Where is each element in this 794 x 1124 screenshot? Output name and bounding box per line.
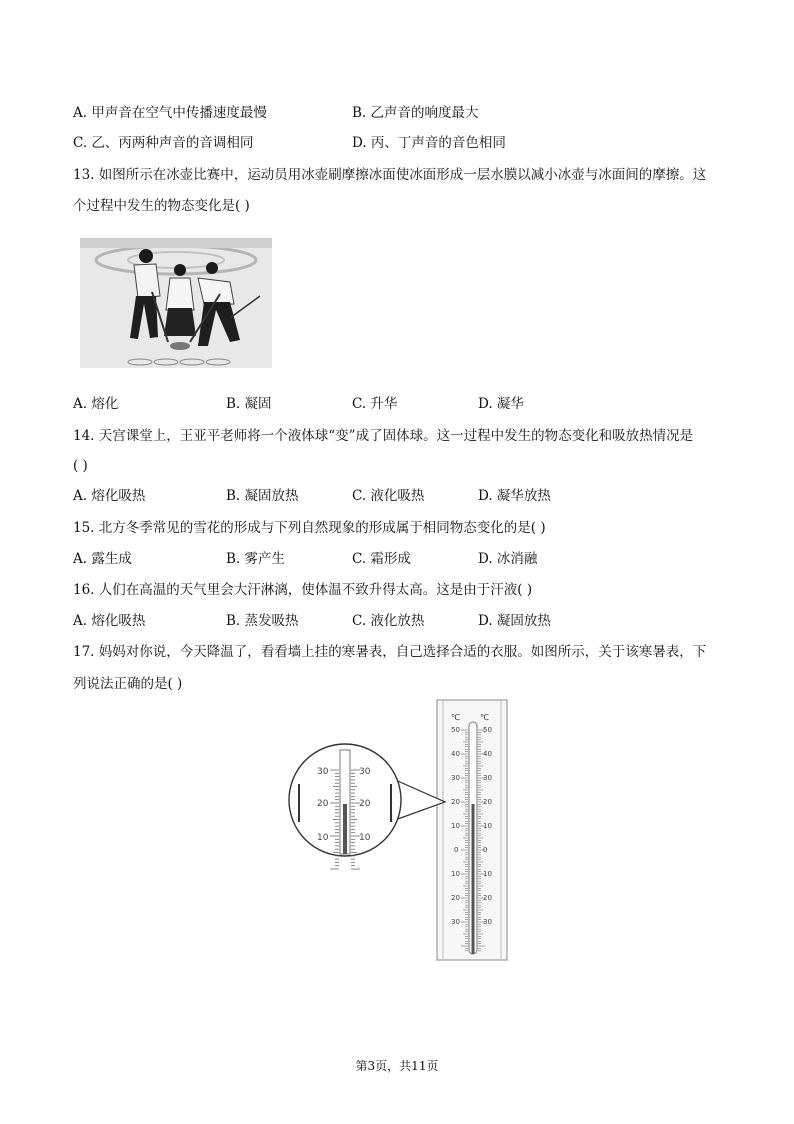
thermometer-figure: [285, 698, 525, 962]
zoom-label-20-left: 20: [317, 799, 329, 809]
q16-option-d: D. 凝固放热: [478, 613, 551, 629]
scale-labels-right: [483, 726, 492, 926]
q12-option-c: C. 乙、丙两种声音的音调相同: [73, 135, 254, 151]
scale-label-50-right: 50: [483, 726, 492, 734]
q13-option-d: D. 凝华: [478, 396, 524, 412]
q13-stem-line1: 13. 如图所示在冰壶比赛中，运动员用冰壶刷摩擦冰面使冰面形成一层水膜以减小冰壶与冰面间的摩擦。这: [73, 167, 707, 183]
scale-label-10-left: 10: [451, 822, 460, 830]
zoom-liquid: [343, 804, 347, 854]
scale-label-neg10-left: 10: [451, 870, 460, 878]
q15-option-b: B. 雾产生: [226, 551, 286, 567]
scale-label-40-left: 40: [451, 750, 460, 758]
q12-option-a: A. 甲声音在空气中传播速度最慢: [73, 105, 267, 121]
unit-left: ℃: [451, 713, 460, 722]
q16-option-b: B. 蒸发吸热: [226, 613, 299, 629]
q15-option-a: A. 露生成: [73, 551, 132, 567]
q15-option-d: D. 冰消融: [478, 551, 538, 567]
liquid-column: [472, 804, 475, 954]
q14-stem-line1: 14. 天宫课堂上，王亚平老师将一个液体球“变”成了固体球。这一过程中发生的物态变化和吸放热情况是: [73, 428, 694, 444]
scale-label-10-right: 10: [483, 822, 492, 830]
scale-label-0-left: 0: [454, 846, 459, 854]
q16-option-a: A. 熔化吸热: [73, 613, 146, 629]
unit-right: ℃: [480, 713, 489, 722]
q13-option-b: B. 凝固: [226, 396, 272, 412]
scale-label-30-right: 30: [483, 774, 492, 782]
q16-stem: 16. 人们在高温的天气里会大汗淋漓，使体温不致升得太高。这是由于汗液( ): [73, 582, 533, 598]
scale-label-neg30-right: 30: [483, 918, 492, 926]
q16-option-c: C. 液化放热: [352, 613, 425, 629]
q14-option-c: C. 液化吸热: [352, 488, 425, 504]
scale-label-30-left: 30: [451, 774, 460, 782]
scale-label-40-right: 40: [483, 750, 492, 758]
q14-option-d: D. 凝华放热: [478, 488, 551, 504]
q13-stem-line2: 个过程中发生的物态变化是( ): [73, 198, 250, 214]
q14-stem-line2: ( ): [73, 458, 88, 474]
scale-label-neg20-left: 20: [451, 894, 460, 902]
q12-option-d: D. 丙、丁声音的音色相同: [352, 135, 506, 151]
zoom-label-10-right: 10: [359, 833, 371, 843]
scale-label-neg20-right: 20: [483, 894, 492, 902]
page-footer: 第3页，共11页: [355, 1059, 439, 1073]
q17-stem-line1: 17. 妈妈对你说，今天降温了，看看墙上挂的寒暑表，自己选择合适的衣服。如图所示，关于该寒暑表，下: [73, 644, 707, 660]
q13-option-a: A. 熔化: [73, 396, 119, 412]
scale-labels-left: [451, 726, 460, 926]
scale-label-0-right: 0: [483, 846, 488, 854]
scale-label-neg30-left: 30: [451, 918, 460, 926]
scale-label-50-left: 50: [451, 726, 460, 734]
curling-photo: [80, 238, 272, 368]
scale-label-neg10-right: 10: [483, 870, 492, 878]
zoom-label-30-right: 30: [359, 767, 371, 777]
zoom-label-30-left: 30: [317, 767, 329, 777]
q14-option-a: A. 熔化吸热: [73, 488, 146, 504]
zoom-label-10-left: 10: [317, 833, 329, 843]
q12-option-b: B. 乙声音的响度最大: [352, 105, 479, 121]
scale-label-20-left: 20: [451, 798, 460, 806]
q13-option-c: C. 升华: [352, 396, 398, 412]
zoom-label-20-right: 20: [359, 799, 371, 809]
q17-stem-line2: 列说法正确的是( ): [73, 676, 183, 692]
scale-label-20-right: 20: [483, 798, 492, 806]
q15-option-c: C. 霜形成: [352, 551, 411, 567]
q14-option-b: B. 凝固放热: [226, 488, 299, 504]
q15-stem: 15. 北方冬季常见的雪花的形成与下列自然现象的形成属于相同物态变化的是( ): [73, 520, 546, 536]
